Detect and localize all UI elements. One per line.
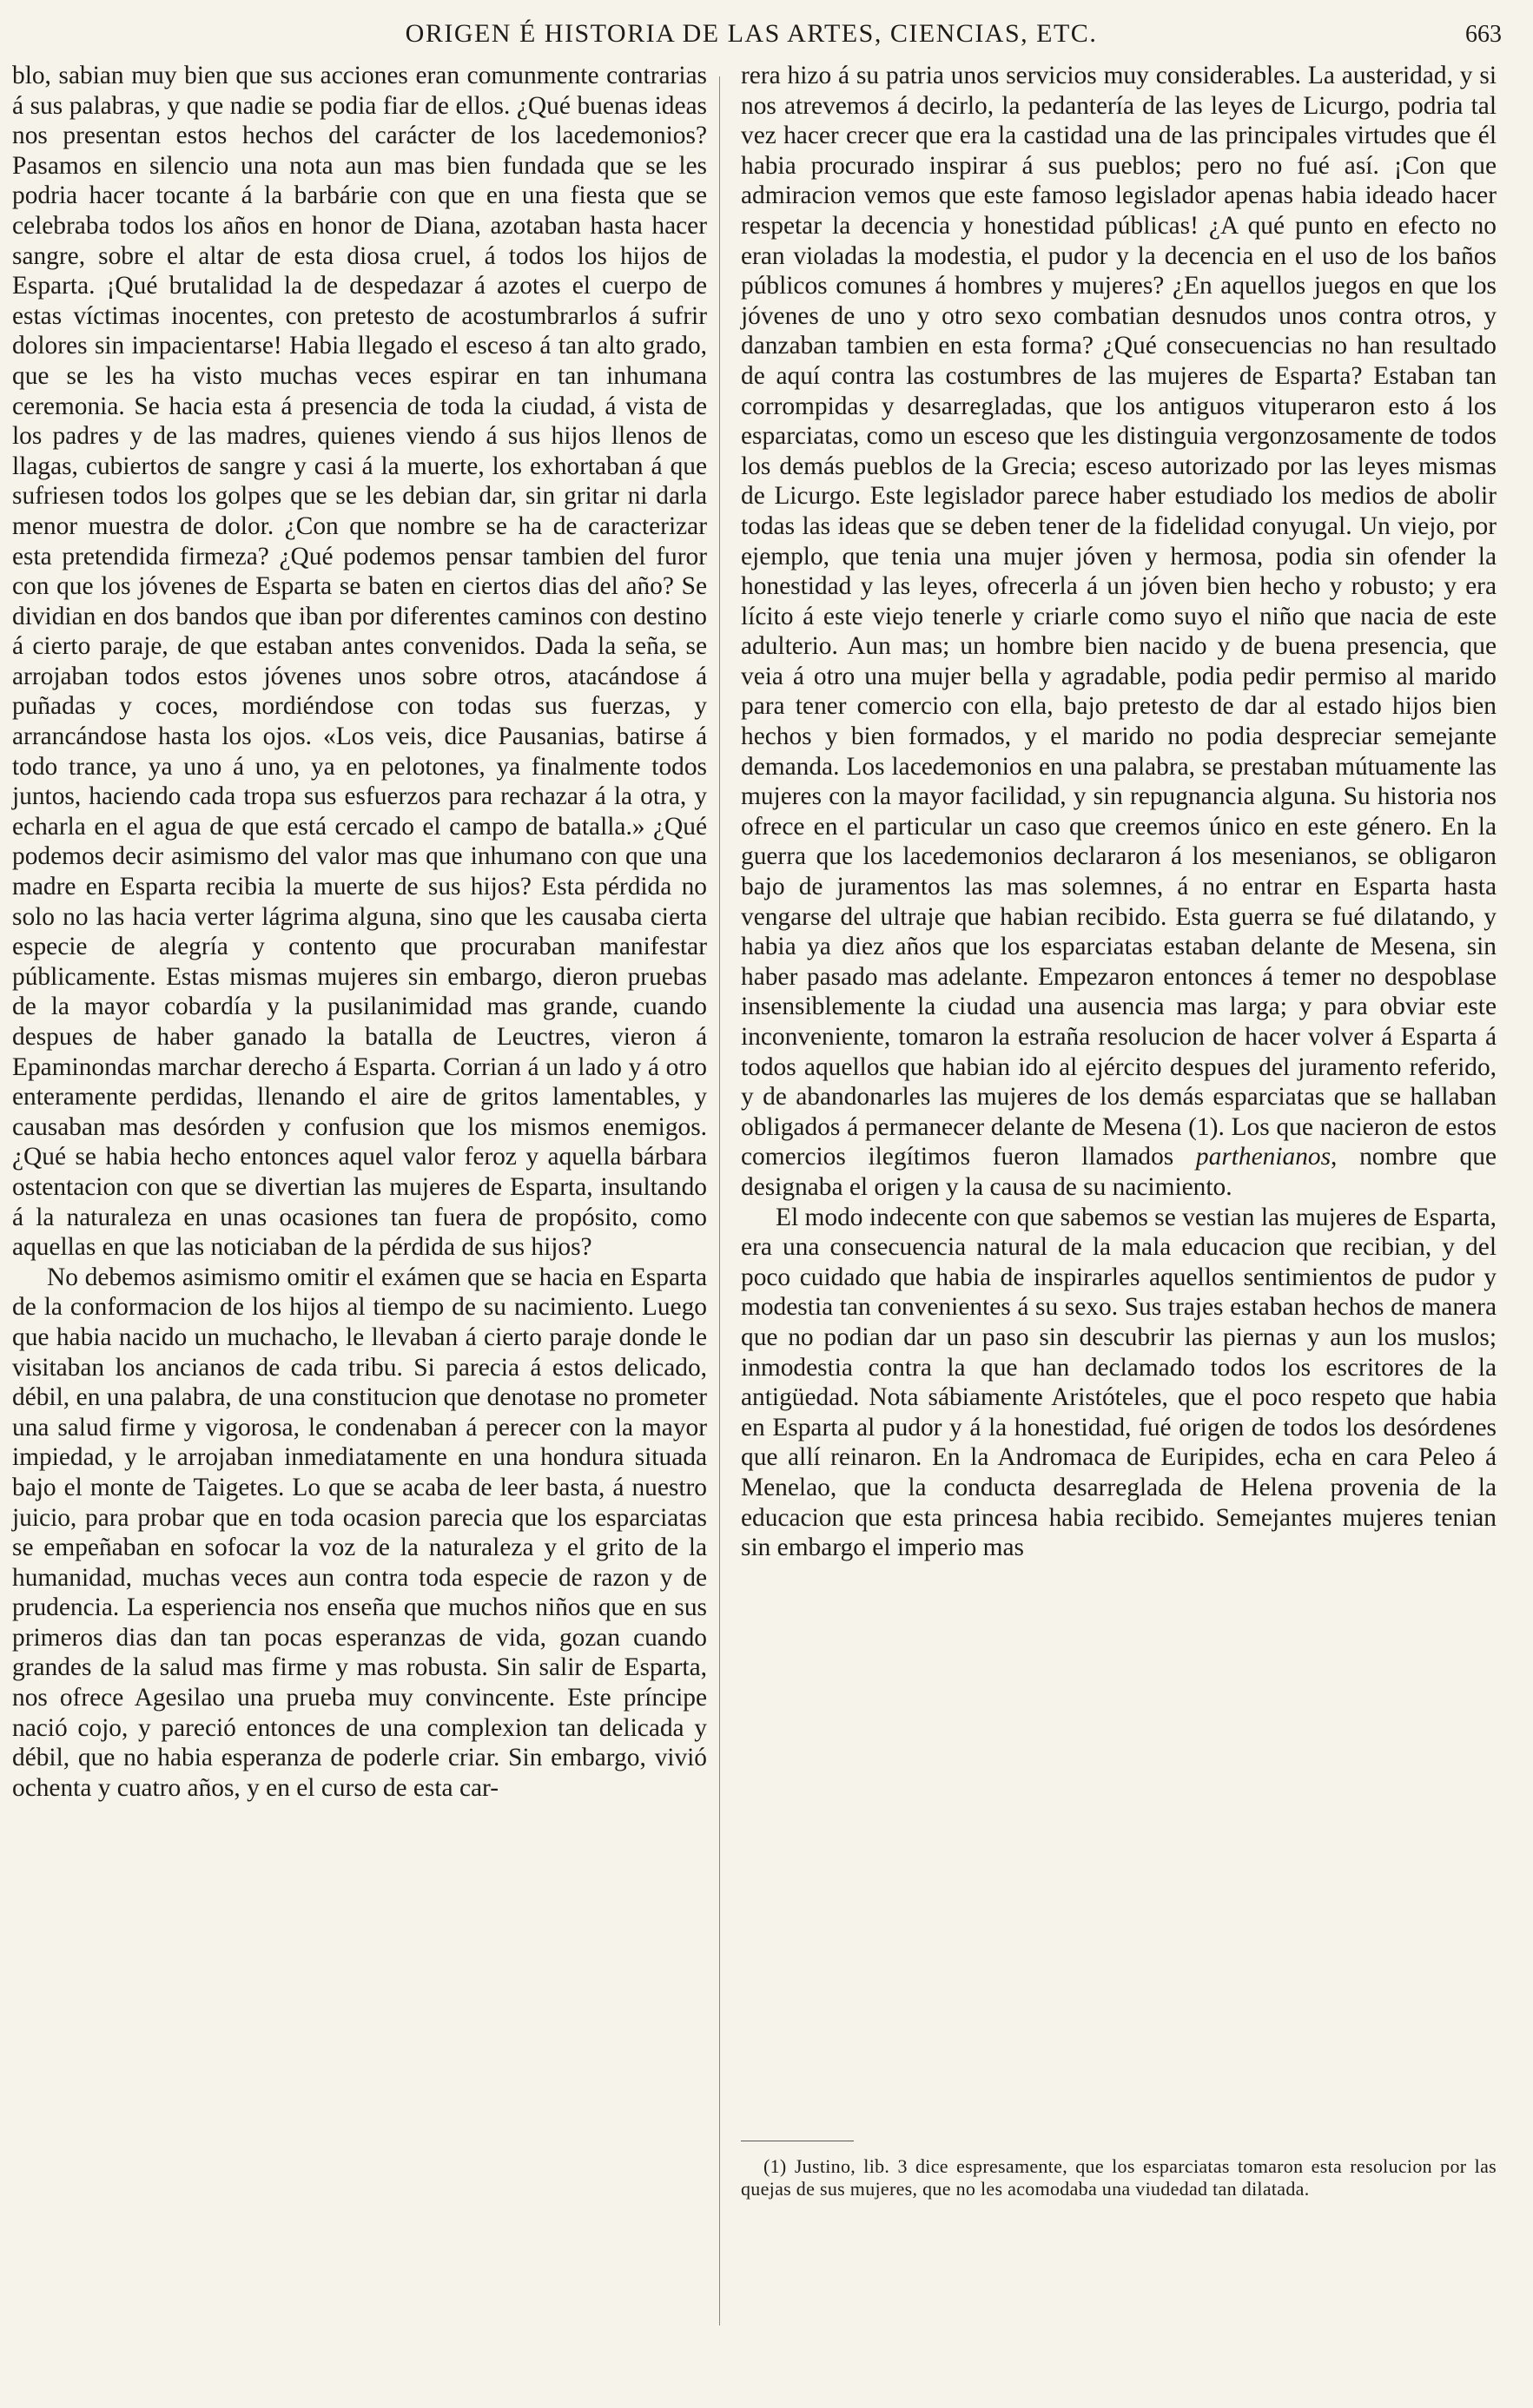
right-paragraph-1-text-a: rera hizo á su patria unos servicios muy considerables. La austeridad, y si nos atrevemos á decirlo, la pedantería de las leyes de Licurgo, podria tal vez hacer crecer que era la castidad una de las principales virtudes que él habia procurado inspirar á sus pueblos; pero no fué así. ¡Con que admiracion vemos que este famoso legislador apenas habia ideado hacer respetar la decencia y honestidad públicas! ¿A qué punto en efecto no eran violadas la modestia, el pudor y la decencia en el uso de los baños públicos comunes á hombres y mujeres? ¿En aquellos juegos en que los jóvenes de uno y otro sexo combatian desnudos unos contra otros, y danzaban tambien en esta forma? ¿Qué consecuencias no han resultado de aquí contra las costumbres de las mujeres de Esparta? Estaban tan corrompidas y desarregladas, que los antiguos vituperaron esto á los esparciatas, como un esceso que les distinguia vergonzosamente de todos los demás pueblos de la Grecia; esceso autorizado por las leyes mismas de Licurgo. Este legislador parece haber estudiado los medios de abolir todas las ideas que se deben tener de la fidelidad conyugal. Un viejo, por ejemplo, que tenia una mujer jóven y hermosa, podia sin ofender la honestidad y las leyes, ofrecerla á un jóven bien hecho y robusto; y era lícito á este viejo tenerle y criarle como suyo el niño que nacia de este adulterio. Aun mas; un hombre bien nacido y de buena presencia, que veia á otro una mujer bella y agradable, podia pedir permiso al marido para tener comercio con ella, bajo pretesto de dar al estado hijos bien hechos y bien formados, y el marido no podia despreciar semejante demanda. Los lacedemonios en una palabra, se prestaban mútuamente las mujeres con la mayor facilidad, y sin repugnancia alguna. Su historia nos ofrece en el particular un caso que creemos único en este género. En la guerra que los lacedemonios declararon á los mesenianos, se obligaron bajo de juramentos las mas solemnes, á no entrar en Esparta hasta vengarse del ultraje que habian recibido. Esta guerra se fué dilatando, y habia ya diez años que los esparciatas estaban delante de Mesena, sin haber pasado mas adelante. Empezaron entonces á temer no despoblase insensiblemente la ciudad una ausencia mas larga; y para obviar este inconveniente, tomaron la estraña resolucion de hacer volver á Esparta á todos aquellos que habian ido al ejército despues del juramento referido, y de abandonarles las mujeres de los demás esparciatas que se hallaban obligados á permanecer delante de Mesena (1). Los que nacieron de estos comercios ilegítimos fueron llamados [741, 62, 1497, 1171]
left-column [12, 61, 707, 1803]
column-divider [719, 76, 720, 2326]
footnote-marker: (1) [763, 2155, 787, 2177]
page-number: 663 [1465, 21, 1502, 48]
parthenianos-term: parthenianos [1195, 1143, 1331, 1171]
right-column [741, 61, 1497, 1563]
right-paragraph-2: El modo indecente con que sabemos se vestian las mujeres de Esparta, era una consecuencia natural de la mala educacion que recibian, y del poco cuidado que habia de inspirarles aquellos sentimientos de pudor y modestia tan convenientes á su sexo. Sus trajes estaban hechos de manera que no podian dar un paso sin descubrir las piernas y aun los muslos; inmodestia contra la que han declamado todos los escritores de la antigüedad. Nota sábiamente Aristóteles, que el poco respeto que habia en Esparta al pudor y á la honestidad, fué origen de todos los desórdenes que allí reinaron. En la Andromaca de Euripides, echa en cara Peleo á Menelao, que la conducta desarreglada de Helena provenia de la educacion que esta princesa habia recibido. Semejantes mujeres tenian sin embargo el imperio mas [741, 1203, 1497, 1562]
footnote-text: Justino, lib. 3 dice espresamente, que los esparciatas tomaron esta resolucion por las quejas de sus mujeres, que no les acomodaba una viudedad tan dilatada. [741, 2155, 1497, 2200]
right-paragraph-1-text-b: , nombre que designaba el origen y la causa de su nacimiento. [741, 1143, 1497, 1201]
left-paragraph-1: blo, sabian muy bien que sus acciones eran comunmente contrarias á sus palabras, y que nadie se podia fiar de ellos. ¿Qué buenas ideas nos presentan estos hechos del carácter de los lacedemonios? Pasamos en silencio una nota aun mas bien fundada que se les podria hacer tocante á la barbárie con que en una fiesta que se celebraba todos los años en honor de Diana, azotaban hasta hacer sangre, sobre el altar de esta diosa cruel, á todos los hijos de Esparta. ¡Qué brutalidad la de despedazar á azotes el cuerpo de estas víctimas inocentes, con pretesto de acostumbrarlos á sufrir dolores sin impacientarse! Habia llegado el esceso á tan alto grado, que se les ha visto muchas veces espirar en tan inhumana ceremonia. Se hacia esta á presencia de toda la ciudad, á vista de los padres y de las madres, quienes viendo á sus hijos llenos de llagas, cubiertos de sangre y casi á la muerte, los exhortaban á que sufriesen todos los golpes que se les debian dar, sin gritar ni darla menor muestra de dolor. ¿Con que nombre se ha de caracterizar esta pretendida firmeza? ¿Qué podemos pensar tambien del furor con que los jóvenes de Esparta se baten en ciertos dias del año? Se dividian en dos bandos que iban por diferentes caminos con destino á cierto paraje, de que estaban antes convenidos. Dada la seña, se arrojaban todos estos jóvenes unos sobre otros, atacándose á puñadas y coces, mordiéndose con todas sus fuerzas, y arrancándose hasta los ojos. «Los veis, dice Pausanias, batirse á todo trance, ya uno á uno, ya en pelotones, ya finalmente todos juntos, haciendo cada tropa sus esfuerzos para rechazar á la otra, y echarla en el agua de que está cercado el campo de batalla.» ¿Qué podemos decir asimismo del valor mas que inhumano con que una madre en Esparta recibia la muerte de sus hijos? Esta pérdida no solo no las hacia verter lágrima alguna, sino que les causaba cierta especie de alegría y contento que procuraban manifestar públicamente. Estas mismas mujeres sin embargo, dieron pruebas de la mayor cobardía y la pusilanimidad mas grande, cuando despues de haber ganado la batalla de Leuctres, vieron á Epaminondas marchar derecho á Esparta. Corrian á un lado y á otro enteramente perdidas, llenando el aire de gritos lamentables, y causaban mas desórden y confusion que los mismos enemigos. ¿Qué se habia hecho entonces aquel valor feroz y aquella bárbara ostentacion con que se divertian las mujeres de Esparta, insultando á la naturaleza en unas ocasiones tan fuera de propósito, como aquellas en que las noticiaban de la pérdida de sus hijos? [12, 62, 707, 1262]
left-paragraph-2: No debemos asimismo omitir el exámen que se hacia en Esparta de la conformacion de los hijos al tiempo de su nacimiento. Luego que habia nacido un muchacho, le llevaban á cierto paraje donde le visitaban los ancianos de cada tribu. Si parecia á estos delicado, débil, en una palabra, de una constitucion que denotase no prometer una salud firme y vigorosa, le condenaban á perecer con la mayor impiedad, y le arrojaban inmediatamente en una hondura situada bajo el monte de Taigetes. Lo que se acaba de leer basta, á nuestro juicio, para probar que en toda ocasion parecia que los esparciatas se empeñaban en sofocar la voz de la naturaleza y el grito de la humanidad, muchas veces aun contra toda especie de razon y de prudencia. La esperiencia nos enseña que muchos niños que en sus primeros dias dan tan pocas esperanzas de vida, gozan cuando grandes de la salud mas firme y mas robusta. Sin salir de Esparta, nos ofrece Agesilao una prueba muy convincente. Este príncipe nació cojo, y pareció entonces de una complexion tan delicada y débil, que no habia esperanza de poderle criar. Sin embargo, vivió ochenta y cuatro años, y en el curso de esta car- [12, 1263, 707, 1802]
footnote [741, 2155, 1497, 2200]
running-title: ORIGEN É HISTORIA DE LAS ARTES, CIENCIAS, ETC. [405, 19, 1098, 48]
right-paragraph-1 [741, 61, 1497, 1203]
